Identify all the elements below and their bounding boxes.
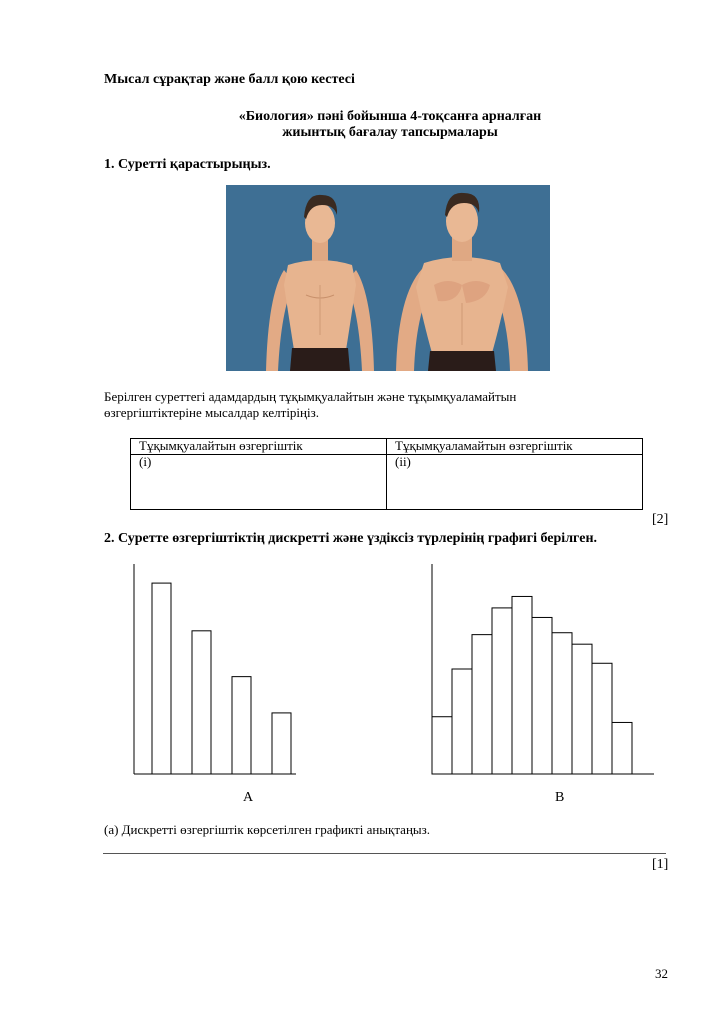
task2-question-a: (a) Дискретті өзгергіштік көрсетілген графикті анықтаңыз. <box>104 822 431 837</box>
heading-line-1: «Биология» пәні бойынша 4-тоқсанға арналған <box>238 109 542 124</box>
bar-3 <box>472 635 492 774</box>
bar-6 <box>532 617 552 774</box>
bar-10 <box>612 722 632 774</box>
heading-line-2: жиынтық бағалау тапсырмалары <box>282 125 498 140</box>
bar-1 <box>432 717 452 774</box>
chart-b-label: B <box>555 790 565 805</box>
task2-marks: [1] <box>652 857 669 872</box>
header-hereditary: Тұқымқуалайтын өзгергіштік <box>131 439 387 455</box>
variation-table <box>130 438 643 510</box>
task1-prompt-line-2: өзгергіштіктеріне мысалдар келтіріңіз. <box>104 405 320 420</box>
section-title: Мысал сұрақтар және балл қою кестесі <box>104 72 355 87</box>
task1-title: 1. Суретті қарастырыңыз. <box>104 157 271 172</box>
chart-b <box>428 562 656 777</box>
cell-i[interactable]: (i) <box>131 455 387 510</box>
chart-a-label: A <box>243 790 254 805</box>
task1-prompt-line-1: Берілген суреттегі адамдардың тұқымқуалайтын және тұқымқуаламайтын <box>104 389 517 404</box>
chart-a <box>128 562 298 777</box>
task1-marks: [2] <box>652 512 669 527</box>
bar-3 <box>232 677 251 774</box>
bar-5 <box>512 596 532 774</box>
header-non-hereditary: Тұқымқуаламайтын өзгергіштік <box>387 439 643 455</box>
bar-9 <box>592 663 612 774</box>
bar-8 <box>572 644 592 774</box>
bar-2 <box>192 631 211 774</box>
bar-7 <box>552 633 572 774</box>
comparison-photo <box>226 185 550 371</box>
bar-4 <box>272 713 291 774</box>
bar-2 <box>452 669 472 774</box>
cell-ii[interactable]: (ii) <box>387 455 643 510</box>
answer-line[interactable] <box>103 853 666 854</box>
page-number: 32 <box>655 966 668 981</box>
bar-1 <box>152 583 171 774</box>
task2-title: 2. Суретте өзгергіштіктің дискретті және үздіксіз түрлерінің графигі берілген. <box>104 531 598 546</box>
bar-4 <box>492 608 512 774</box>
